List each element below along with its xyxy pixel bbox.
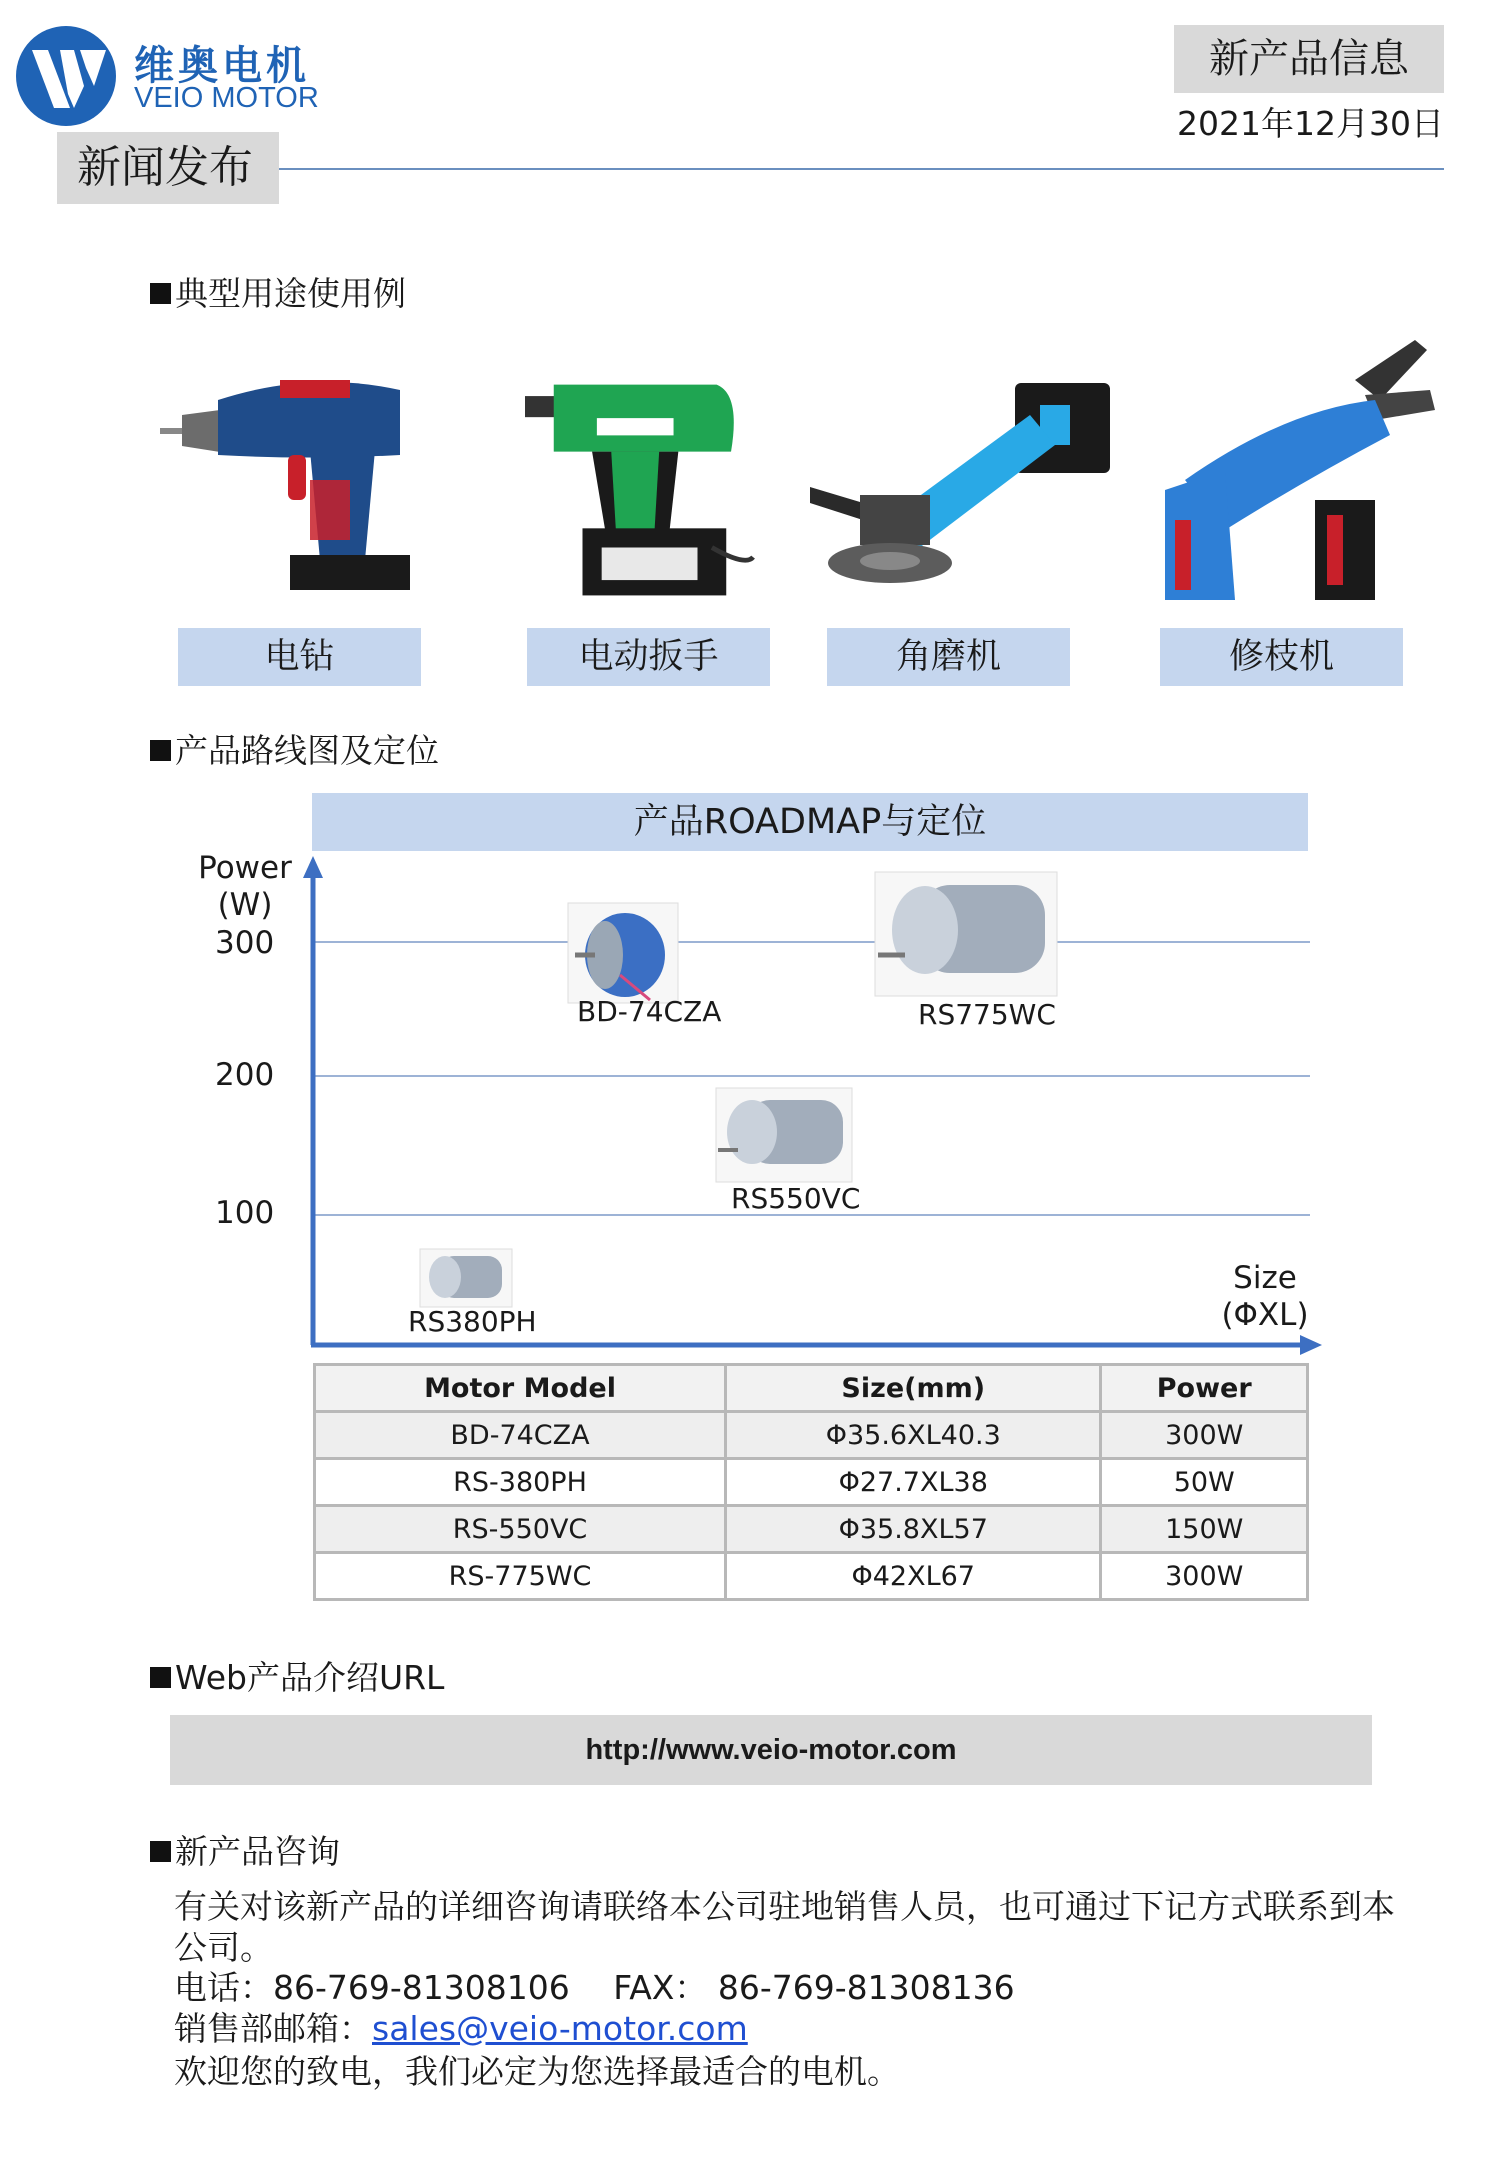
table-row — [315, 1506, 1308, 1553]
table-cell: 150W — [1101, 1506, 1308, 1553]
tool-caption-angle-grinder: 角磨机 — [827, 628, 1070, 686]
inquiry-text-line2: 公司。 — [174, 1928, 273, 1967]
x-axis-label-line1: Size — [1233, 1260, 1297, 1296]
tool-caption-impact-wrench: 电动扳手 — [527, 628, 770, 686]
closing-text: 欢迎您的致电，我们必定为您选择最适合的电机。 — [174, 2052, 900, 2091]
table-cell: RS-775WC — [315, 1553, 726, 1600]
y-axis-label-line1: Power — [198, 850, 292, 886]
y-axis-label — [190, 850, 300, 924]
section-inquiry-label: 新产品咨询 — [175, 1832, 340, 1871]
news-release-tab: 新闻发布 — [57, 132, 279, 204]
table-cell: Φ35.8XL57 — [726, 1506, 1101, 1553]
table-header-cell: Motor Model — [315, 1365, 726, 1412]
section-inquiry — [150, 1826, 340, 1873]
x-axis-label — [1205, 1260, 1325, 1334]
motor-marker-rs380ph — [420, 1249, 512, 1307]
motor-marker-rs550vc — [716, 1088, 852, 1182]
point-label-rs775wc: RS775WC — [918, 998, 1056, 1031]
table-header-cell: Power — [1101, 1365, 1308, 1412]
section-web-label: Web产品介绍URL — [175, 1658, 445, 1697]
y-tick-100: 100 — [215, 1195, 275, 1231]
table-header-row — [315, 1365, 1308, 1412]
contact-phone-fax: 电话：86-769-81308106 FAX： 86-769-81308136 — [174, 1968, 1015, 2007]
point-label-rs380ph: RS380PH — [408, 1305, 537, 1338]
y-axis-arrow-icon — [303, 856, 323, 878]
section-roadmap-label: 产品路线图及定位 — [175, 731, 439, 770]
table-row — [315, 1412, 1308, 1459]
y-tick-200: 200 — [215, 1057, 275, 1093]
y-axis-label-line2: (W) — [217, 887, 273, 923]
table-cell: 300W — [1101, 1412, 1308, 1459]
logo-chinese-name: 维奥电机 — [134, 43, 310, 89]
table-cell: RS-550VC — [315, 1506, 726, 1553]
point-label-bd-74cza: BD-74CZA — [577, 995, 722, 1028]
product-url-link[interactable]: http://www.veio-motor.com — [170, 1715, 1372, 1785]
table-cell: BD-74CZA — [315, 1412, 726, 1459]
inquiry-text-line1: 有关对该新产品的详细咨询请联络本公司驻地销售人员，也可通过下记方式联系到本 — [174, 1887, 1395, 1926]
email-label: 销售部邮箱： — [174, 2009, 372, 2048]
new-product-info-label: 新产品信息 — [1174, 25, 1444, 93]
table-cell: Φ35.6XL40.3 — [726, 1412, 1101, 1459]
y-tick-300: 300 — [215, 925, 275, 961]
motor-marker-bd-74cza — [568, 903, 678, 1003]
motor-marker-rs775wc — [875, 872, 1057, 996]
section-applications-label: 典型用途使用例 — [175, 274, 406, 313]
tool-caption-drill: 电钻 — [178, 628, 421, 686]
table-cell: Φ42XL67 — [726, 1553, 1101, 1600]
square-bullet-icon — [150, 1841, 171, 1862]
tool-caption-pruning-shears: 修枝机 — [1160, 628, 1403, 686]
logo-english-name: VEIO MOTOR — [134, 82, 319, 114]
sales-email-link[interactable]: sales@veio-motor.com — [372, 2009, 748, 2048]
table-row — [315, 1459, 1308, 1506]
table-cell: 300W — [1101, 1553, 1308, 1600]
table-cell: Φ27.7XL38 — [726, 1459, 1101, 1506]
chart-title: 产品ROADMAP与定位 — [312, 793, 1308, 851]
motor-spec-table — [313, 1363, 1309, 1601]
x-axis-arrow-icon — [1300, 1335, 1322, 1355]
contact-email-line — [174, 2008, 748, 2049]
x-axis-label-line2: (ΦXL) — [1221, 1297, 1309, 1333]
square-bullet-icon — [150, 1667, 171, 1688]
release-date: 2021年12月30日 — [1177, 104, 1444, 143]
section-web — [150, 1652, 444, 1699]
table-header-cell: Size(mm) — [726, 1365, 1101, 1412]
table-cell: 50W — [1101, 1459, 1308, 1506]
table-row — [315, 1553, 1308, 1600]
table-cell: RS-380PH — [315, 1459, 726, 1506]
point-label-rs550vc: RS550VC — [731, 1182, 861, 1215]
